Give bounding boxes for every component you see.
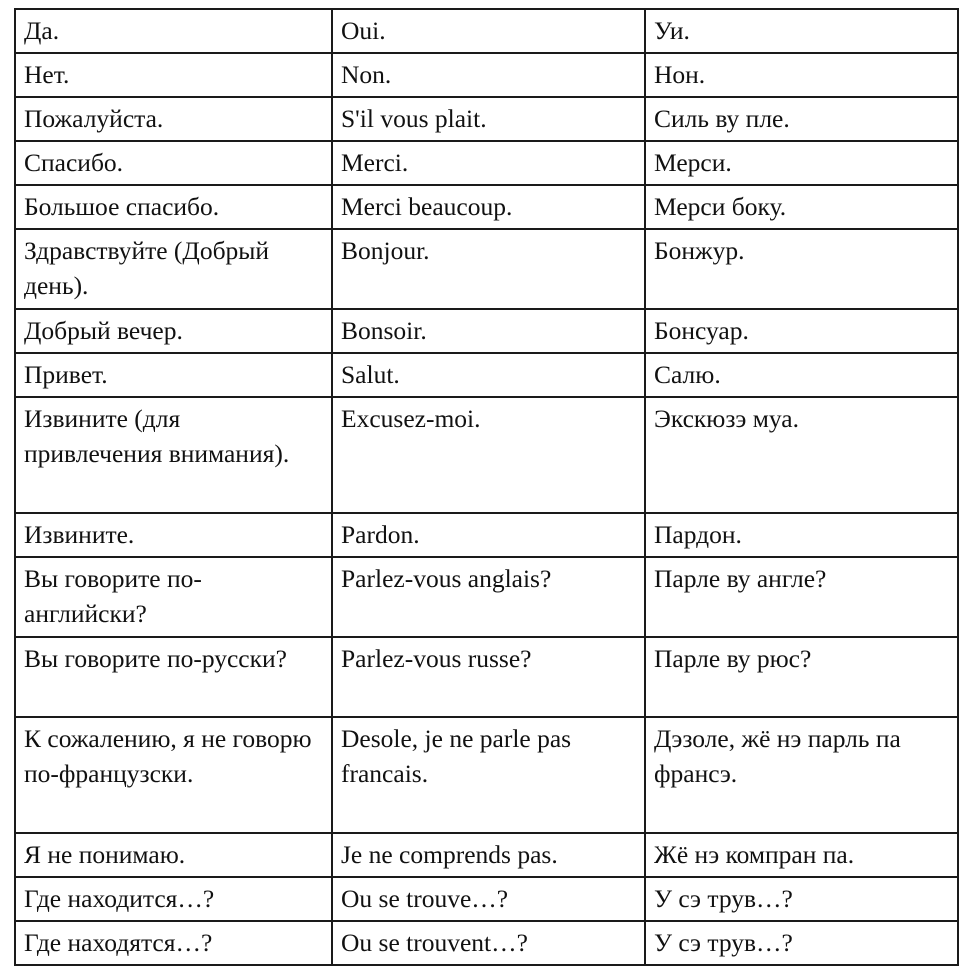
table-row <box>15 921 958 965</box>
french-cell: Bonjour. <box>332 229 645 309</box>
table-row <box>15 513 958 557</box>
transcription-cell: Дэзоле, жё нэ парль па франсэ. <box>645 717 958 833</box>
russian-cell: Здравствуйте (Добрый день). <box>15 229 332 309</box>
french-cell: S'il vous plait. <box>332 97 645 141</box>
russian-cell: Извините. <box>15 513 332 557</box>
russian-cell: Я не понимаю. <box>15 833 332 877</box>
table-row <box>15 97 958 141</box>
transcription-cell: Мерси. <box>645 141 958 185</box>
table-row <box>15 53 958 97</box>
russian-cell: Где находится…? <box>15 877 332 921</box>
russian-cell: Пожалуйста. <box>15 97 332 141</box>
table-row <box>15 397 958 513</box>
transcription-cell: Парле ву рюс? <box>645 637 958 717</box>
russian-cell: К сожалению, я не говорю по-французски. <box>15 717 332 833</box>
transcription-cell: Мерси боку. <box>645 185 958 229</box>
french-cell: Oui. <box>332 9 645 53</box>
transcription-cell: У сэ трув…? <box>645 877 958 921</box>
french-cell: Pardon. <box>332 513 645 557</box>
transcription-cell: Парле ву англе? <box>645 557 958 637</box>
french-cell: Desole, je ne parle pas francais. <box>332 717 645 833</box>
french-cell: Ou se trouvent…? <box>332 921 645 965</box>
french-cell: Merci beaucoup. <box>332 185 645 229</box>
french-cell: Ou se trouve…? <box>332 877 645 921</box>
table-row <box>15 141 958 185</box>
table-row <box>15 717 958 833</box>
french-cell: Parlez-vous anglais? <box>332 557 645 637</box>
transcription-cell: Салю. <box>645 353 958 397</box>
russian-cell: Да. <box>15 9 332 53</box>
table-row <box>15 877 958 921</box>
transcription-cell: Пардон. <box>645 513 958 557</box>
transcription-cell: Бонсуар. <box>645 309 958 353</box>
table-row <box>15 229 958 309</box>
russian-cell: Большое спасибо. <box>15 185 332 229</box>
table-row <box>15 557 958 637</box>
french-cell: Non. <box>332 53 645 97</box>
french-cell: Excusez-moi. <box>332 397 645 513</box>
russian-cell: Вы говорите по-английски? <box>15 557 332 637</box>
russian-cell: Спасибо. <box>15 141 332 185</box>
french-cell: Merci. <box>332 141 645 185</box>
transcription-cell: Бонжур. <box>645 229 958 309</box>
french-cell: Parlez-vous russe? <box>332 637 645 717</box>
transcription-cell: Уи. <box>645 9 958 53</box>
table-row <box>15 637 958 717</box>
russian-cell: Вы говорите по-русски? <box>15 637 332 717</box>
transcription-cell: Жё нэ компран па. <box>645 833 958 877</box>
transcription-cell: Нон. <box>645 53 958 97</box>
french-cell: Salut. <box>332 353 645 397</box>
russian-cell: Где находятся…? <box>15 921 332 965</box>
russian-cell: Добрый вечер. <box>15 309 332 353</box>
table-row <box>15 833 958 877</box>
french-cell: Je ne comprends pas. <box>332 833 645 877</box>
russian-cell: Нет. <box>15 53 332 97</box>
french-cell: Bonsoir. <box>332 309 645 353</box>
russian-cell: Привет. <box>15 353 332 397</box>
table-row <box>15 353 958 397</box>
table-row <box>15 9 958 53</box>
transcription-cell: Силь ву пле. <box>645 97 958 141</box>
russian-cell: Извините (для привлечения внимания). <box>15 397 332 513</box>
table-row <box>15 309 958 353</box>
transcription-cell: У сэ трув…? <box>645 921 958 965</box>
transcription-cell: Экскюзэ муа. <box>645 397 958 513</box>
table-row <box>15 185 958 229</box>
phrase-table <box>14 8 959 966</box>
